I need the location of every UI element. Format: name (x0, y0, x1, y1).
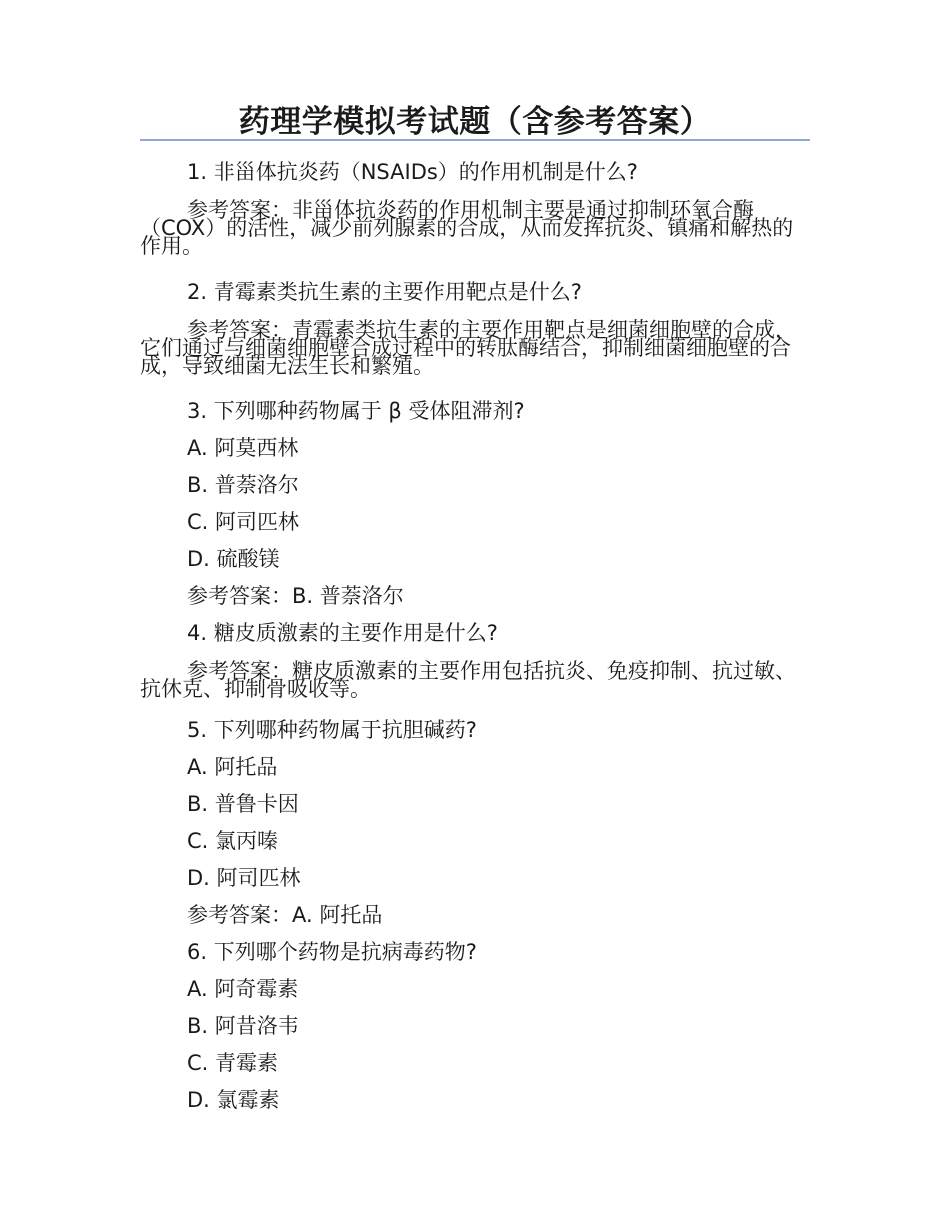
question-6-option-d: D. 氯霉素 (187, 1088, 280, 1112)
answer-1: 参考答案：非甾体抗炎药的作用机制主要是通过抑制环氧合酶（COX）的活性，减少前列腺素的合成，从而发挥抗炎、镇痛和解热的作用。 (140, 198, 794, 258)
question-3-option-c: C. 阿司匹林 (187, 510, 300, 534)
question-1: 1. 非甾体抗炎药（NSAIDs）的作用机制是什么? (187, 160, 638, 184)
question-6-option-c: C. 青霉素 (187, 1051, 279, 1075)
question-3-option-b: B. 普萘洛尔 (187, 473, 299, 497)
answer-5: 参考答案：A. 阿托品 (187, 903, 383, 927)
answer-2: 参考答案：青霉素类抗生素的主要作用靶点是细菌细胞壁的合成，它们通过与细菌细胞壁合成过程中的转肽酶结合，抑制细菌细胞壁的合成，导致细菌无法生长和繁殖。 (140, 318, 796, 378)
document-title: 药理学模拟考试题（含参考答案） (238, 104, 712, 140)
title-underline (140, 139, 810, 141)
question-4: 4. 糖皮质激素的主要作用是什么? (187, 621, 498, 645)
question-5: 5. 下列哪种药物属于抗胆碱药? (187, 718, 477, 742)
question-3: 3. 下列哪种药物属于 β 受体阻滞剂? (187, 399, 525, 423)
question-2: 2. 青霉素类抗生素的主要作用靶点是什么? (187, 280, 582, 304)
question-5-option-c: C. 氯丙嗪 (187, 829, 279, 853)
question-3-option-a: A. 阿莫西林 (187, 436, 299, 460)
answer-4: 参考答案：糖皮质激素的主要作用包括抗炎、免疫抑制、抗过敏、抗休克、抑制骨吸收等。 (140, 659, 796, 701)
answer-3: 参考答案：B. 普萘洛尔 (187, 584, 404, 608)
question-5-option-a: A. 阿托品 (187, 755, 278, 779)
question-6: 6. 下列哪个药物是抗病毒药物? (187, 940, 477, 964)
question-5-option-b: B. 普鲁卡因 (187, 792, 299, 816)
question-5-option-d: D. 阿司匹林 (187, 866, 301, 890)
question-6-option-a: A. 阿奇霉素 (187, 977, 299, 1001)
question-6-option-b: B. 阿昔洛韦 (187, 1014, 299, 1038)
question-3-option-d: D. 硫酸镁 (187, 547, 280, 571)
